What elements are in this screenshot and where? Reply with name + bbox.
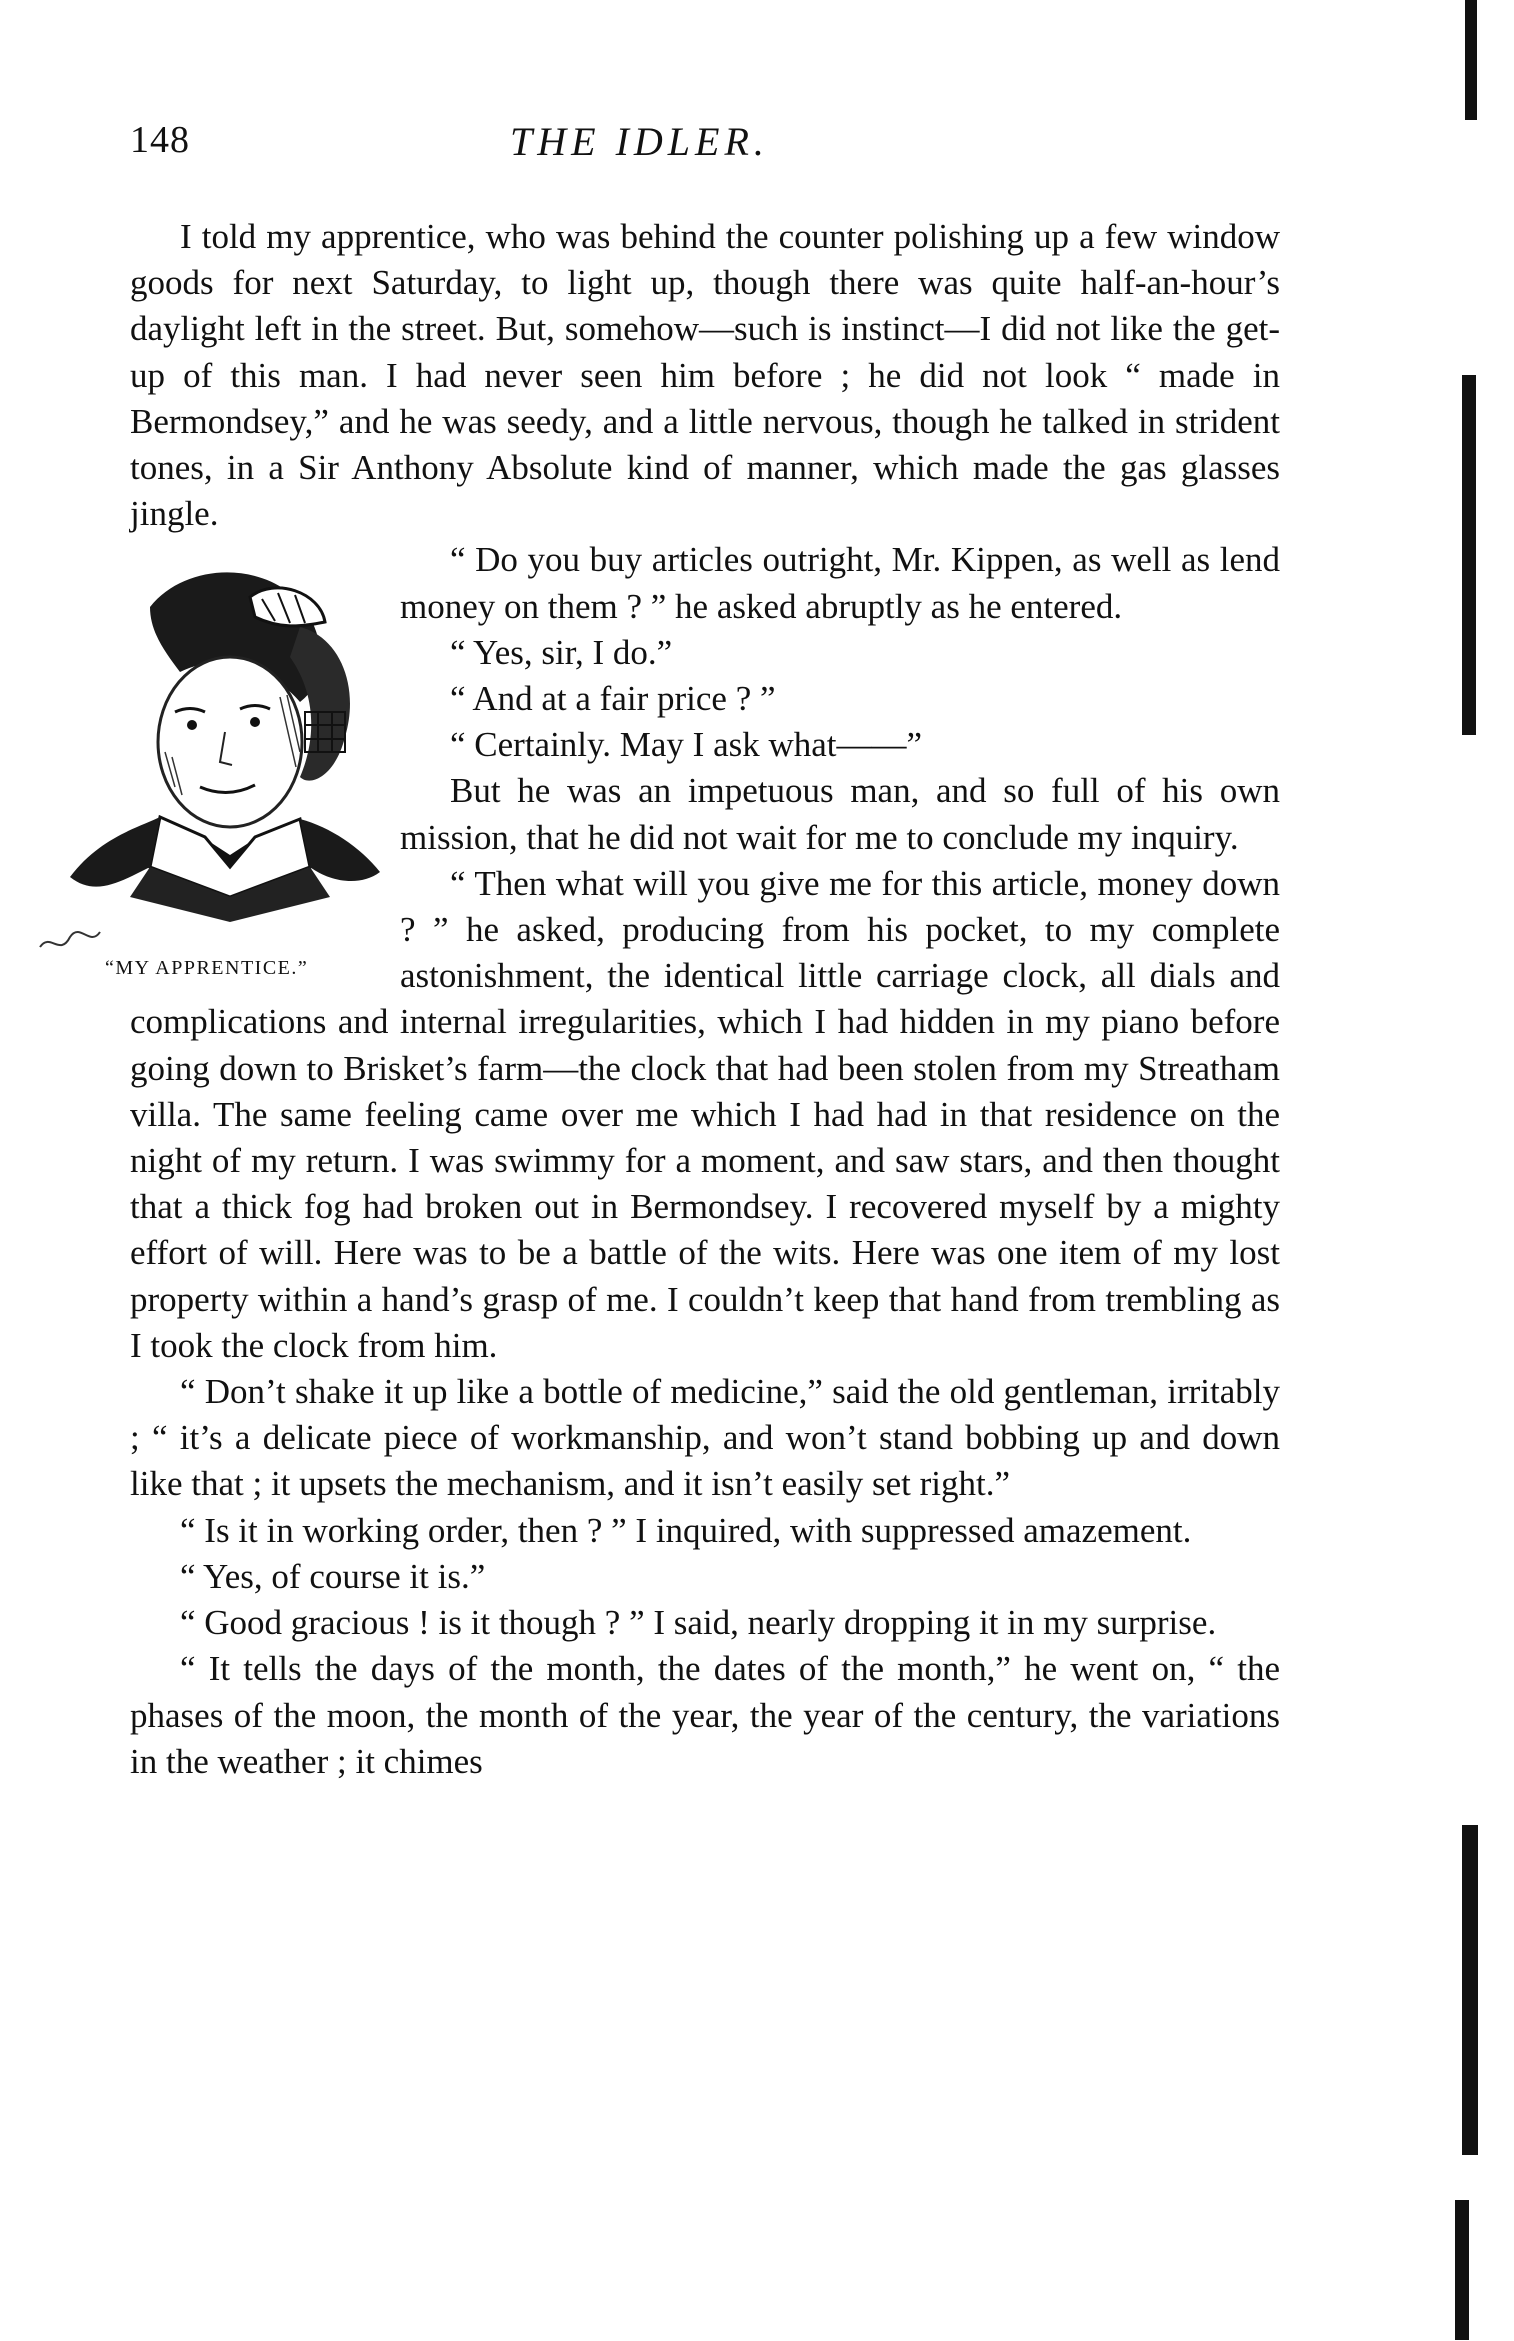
running-title: THE IDLER. (510, 119, 769, 164)
page-number: 148 (130, 119, 190, 161)
paragraph-10: “ Yes, of course it is.” (180, 1556, 486, 1596)
paragraph-8: “ Don’t shake it up like a bottle of medicine,” said the old gentleman, irritably ; “ it’s a delicate piece of workmanship, and won’t stand bobbing up and down like that ; it upsets the mechanism, and it isn’t easily set right.” (130, 1372, 1280, 1504)
paragraph-4: “ And at a fair price ? ” (450, 679, 776, 719)
scan-edge-mark (1455, 2200, 1469, 2340)
paragraph-1: I told my apprentice, who was behind the counter polishing up a few window goods for next Saturday, to light up, though there was quite half-an-hour’s daylight left in the street. But, somehow—such is instinct—I did not like the get-up of this man. I had never seen him before ; he did not look “ made in Bermondsey,” and he was seedy, and a little nervous, though he talked in strident tones, in a Sir Anthony Absolute kind of manner, which made the gas glasses jingle. (130, 217, 1280, 534)
paragraph-2: “ Do you buy articles outright, Mr. Kippen, as well as lend money on them ? ” he asked abruptly as he entered. (400, 540, 1280, 626)
paragraph-3: “ Yes, sir, I do.” (450, 632, 673, 672)
body-text (105, 214, 1280, 1785)
paragraph-9: “ Is it in working order, then ? ” I inquired, with suppressed amazement. (180, 1510, 1192, 1550)
scan-edge-mark (1465, 0, 1477, 120)
apprentice-illustration (0, 537, 390, 980)
scan-edge-mark (1462, 375, 1476, 735)
apprentice-portrait-image (0, 537, 390, 977)
paragraph-6: But he was an impetuous man, and so full of his own mission, that he did not wait for me to conclude my inquiry. (400, 771, 1280, 857)
illustration-caption: “MY APPRENTICE.” (105, 957, 309, 980)
paragraph-5: “ Certainly. May I ask what——” (450, 725, 923, 765)
paragraph-12: “ It tells the days of the month, the dates of the month,” he went on, “ the phases of the moon, the month of the year, the year of the century, the variations in the weather ; it chimes (130, 1649, 1280, 1781)
page-header (130, 118, 1280, 178)
paragraph-7: “ Then what will you give me for this article, money down ? ” he asked, producing from his pocket, to my complete astonishment, the identical little carriage clock, all dials and complications and internal irregularities, which I had hidden in my piano before going down to Brisket’s farm—the clock that had been stolen from my Streatham villa. The same feeling came over me which I had had in that residence on the night of my return. I was swimmy for a moment, and saw stars, and then thought that a thick fog had broken out in Bermondsey. I recovered myself by a mighty effort of will. Here was to be a battle of the wits. Here was one item of my lost property within a hand’s grasp of me. I couldn’t keep that hand from trembling as I took the clock from him. (130, 863, 1280, 1365)
paragraph-11: “ Good gracious ! is it though ? ” I said, nearly dropping it in my surprise. (180, 1603, 1217, 1643)
scan-edge-mark (1462, 1825, 1478, 2155)
